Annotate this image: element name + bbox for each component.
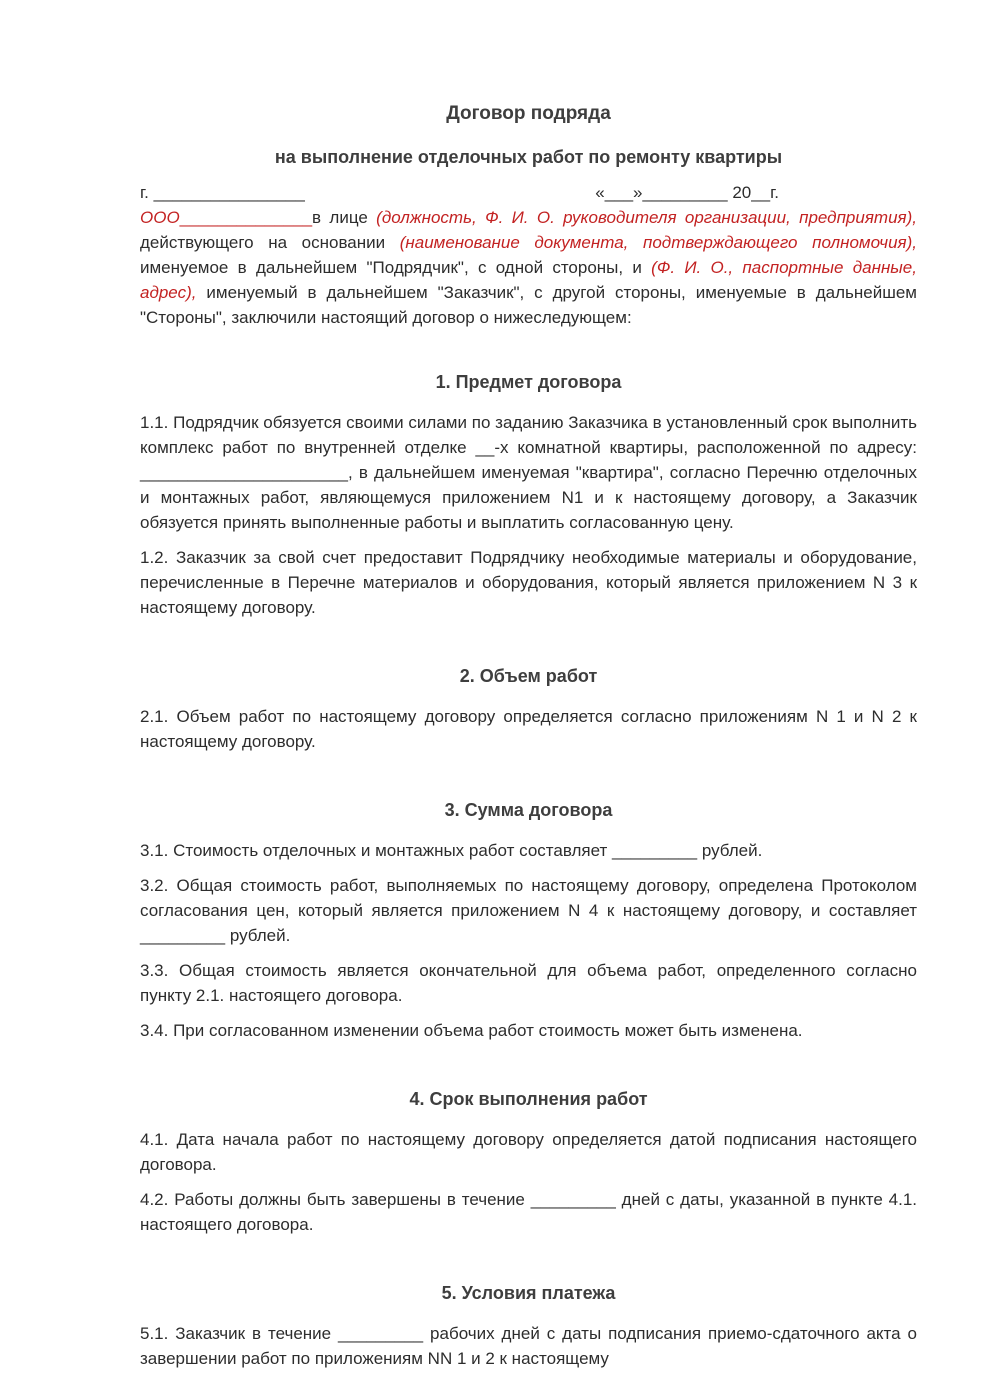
document-title: Договор подряда bbox=[446, 103, 611, 124]
section-heading: 4. Срок выполнения работ bbox=[409, 1089, 648, 1109]
preamble-paragraph bbox=[140, 205, 917, 330]
section-paragraph: 3.1. Стоимость отделочных и монтажных работ составляет _________ рублей. bbox=[140, 841, 763, 860]
section-paragraph: 3.4. При согласованном изменении объема работ стоимость может быть изменена. bbox=[140, 1021, 803, 1040]
section-paragraph: 1.1. Подрядчик обязуется своими силами по заданию Заказчика в установленный срок выполнить комплекс работ по внутренней отделке __-х комнатной квартиры, расположенной по адресу: ______________________, в дальнейшем именуемая "квартира", согласно Перечню отделочных и монтажных работ, являющемуся приложением N1 и к настоящему договору, а Заказчик обязуется принять выполненные работы и выплатить согласованную цену. bbox=[140, 413, 917, 532]
section-paragraph: 4.1. Дата начала работ по настоящему договору определяется датой подписания настоящего договора. bbox=[140, 1130, 917, 1174]
date-blank-line: «___»_________ 20__г. bbox=[595, 183, 779, 202]
document-subtitle: на выполнение отделочных работ по ремонту квартиры bbox=[274, 147, 783, 167]
preamble-segment: (наименование документа, подтверждающего полномочия), bbox=[399, 233, 917, 252]
preamble-segment: (Ф. И. О., паспортные данные, адрес), bbox=[140, 258, 917, 302]
preamble-segment: ______________ bbox=[179, 208, 313, 227]
preamble-segment: (должность, Ф. И. О. руководителя организации, предприятия), bbox=[376, 208, 917, 227]
preamble-segment: в лице bbox=[312, 208, 377, 227]
preamble-segment: именуемый в дальнейшем "Заказчик", с другой стороны, именуемые в дальнейшем "Стороны", заключили настоящий договор о нижеследующем: bbox=[140, 283, 917, 327]
section-heading: 1. Предмет договора bbox=[435, 372, 622, 392]
section-heading: 5. Условия платежа bbox=[441, 1283, 616, 1303]
section-paragraph: 4.2. Работы должны быть завершены в течение _________ дней с даты, указанной в пункте 4.1. настоящего договора. bbox=[140, 1190, 917, 1234]
city-blank-line: г. ________________ bbox=[140, 183, 305, 202]
preamble-segment: действующего на основании bbox=[140, 233, 400, 252]
section-paragraph: 5.1. Заказчик в течение _________ рабочих дней с даты подписания приемо-сдаточного акта о завершении работ по приложениям NN 1 и 2 к настоящему bbox=[140, 1324, 917, 1368]
section-paragraph: 3.3. Общая стоимость является окончательной для объема работ, определенного согласно пункту 2.1. настоящего договора. bbox=[140, 961, 917, 1005]
section-heading: 3. Сумма договора bbox=[444, 800, 613, 820]
preamble-segment: именуемое в дальнейшем "Подрядчик", с одной стороны, и bbox=[140, 258, 652, 277]
section-paragraph: 3.2. Общая стоимость работ, выполняемых по настоящему договору, определена Протоколом согласования цен, который является приложением N 4 к настоящему договору, и составляет _________ рублей. bbox=[140, 876, 917, 945]
section-heading: 2. Объем работ bbox=[459, 666, 598, 686]
place-date-row bbox=[140, 180, 917, 205]
section-paragraph: 1.2. Заказчик за свой счет предоставит Подрядчику необходимые материалы и оборудование, перечисленные в Перечне материалов и оборудования, который является приложением N 3 к настоящему договору. bbox=[140, 548, 917, 617]
sections-container bbox=[140, 372, 917, 1371]
section-paragraph: 2.1. Объем работ по настоящему договору определяется согласно приложениям N 1 и N 2 к настоящему договору. bbox=[140, 707, 917, 751]
preamble-segment: ООО bbox=[140, 208, 180, 227]
